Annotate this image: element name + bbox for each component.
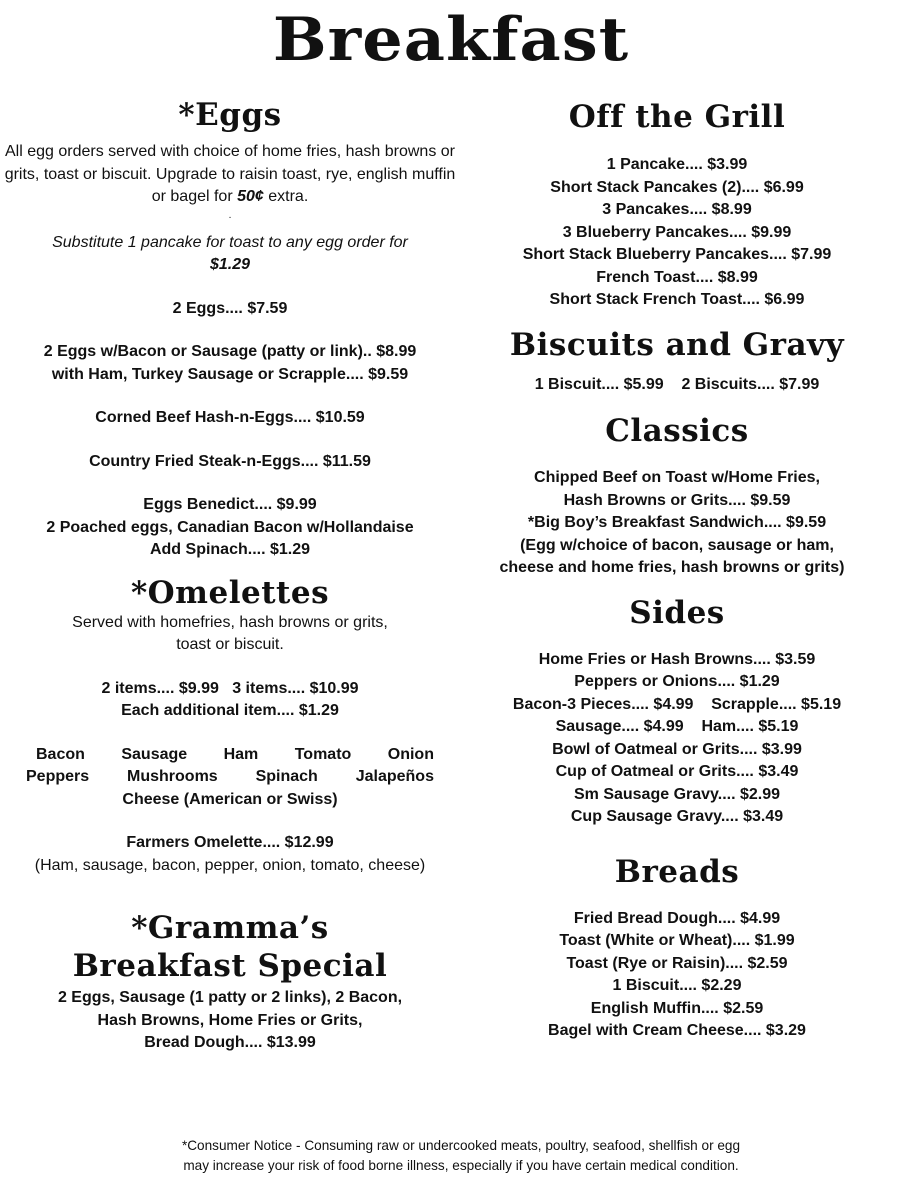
right-column — [455, 98, 899, 1043]
breads-heading: Breads — [614, 853, 740, 890]
omelettes-heading: *Omelettes — [130, 574, 330, 611]
consumer-notice — [0, 1136, 902, 1176]
breads-item: Toast (Rye or Raisin).... $2.59 — [566, 954, 788, 972]
eggs-benedict: Eggs Benedict.... $9.99 — [143, 496, 317, 513]
biscuits-line: 1 Biscuit.... $5.99 2 Biscuits.... $7.99 — [534, 375, 820, 393]
grill-item: Short Stack Pancakes (2).... $6.99 — [550, 178, 804, 196]
classics-item: (Egg w/choice of bacon, sausage or ham, — [520, 536, 834, 554]
eggs-country-fried: Country Fried Steak-n-Eggs.... $11.59 — [89, 452, 371, 470]
sides-item: Peppers or Onions.... $1.29 — [574, 673, 780, 690]
omelettes-fillings-row-1: Bacon Sausage Ham Tomato Onion — [36, 745, 434, 763]
classics-item: cheese and home fries, hash browns or grits) — [499, 559, 845, 576]
sides-item: Sausage.... $4.99 Ham.... $5.19 — [555, 718, 799, 735]
gramma-line-1: 2 Eggs, Sausage (1 patty or 2 links), 2 Bacon, — [57, 989, 403, 1006]
gramma-line-3: Bread Dough.... $13.99 — [144, 1034, 316, 1051]
omelettes-items-price: 2 items.... $9.99 3 items.... $10.99 — [101, 679, 359, 697]
eggs-upgrade-price: 50¢ — [237, 188, 264, 205]
sides-item: Home Fries or Hash Browns.... $3.59 — [538, 650, 816, 668]
eggs-benedict-spinach: Add Spinach.... $1.29 — [149, 541, 311, 558]
grill-heading: Off the Grill — [568, 99, 786, 135]
page-title: Breakfast — [272, 5, 630, 75]
omelettes-cheese: Cheese (American or Swiss) — [122, 790, 338, 808]
sides-list — [455, 649, 899, 829]
breads-list — [455, 908, 899, 1043]
breads-item: Bagel with Cream Cheese.... $3.29 — [548, 1022, 806, 1039]
breads-item: 1 Biscuit.... $2.29 — [612, 977, 742, 994]
omelettes-farmers: Farmers Omelette.... $12.99 — [126, 834, 334, 851]
gramma-heading-1: *Gramma’s — [131, 910, 329, 946]
grill-item: 3 Blueberry Pancakes.... $9.99 — [562, 223, 792, 241]
left-column — [4, 96, 456, 1055]
omelettes-additional: Each additional item.... $1.29 — [121, 702, 339, 719]
grill-list — [455, 154, 899, 312]
eggs-dot: . — [228, 209, 232, 221]
sides-heading: Sides — [629, 594, 725, 631]
omelettes-served-1: Served with homefries, hash browns or grits, — [72, 613, 388, 631]
grill-item: Short Stack Blueberry Pancakes.... $7.99 — [522, 246, 832, 263]
sides-item: Bacon-3 Pieces.... $4.99 Scrapple.... $5.19 — [512, 695, 842, 713]
classics-item: Hash Browns or Grits.... $9.59 — [563, 491, 791, 509]
eggs-heading: *Eggs — [178, 97, 282, 133]
consumer-notice-line-2: may increase your risk of food borne illness, especially if you have certain medical condition. — [183, 1158, 739, 1173]
biscuits-heading: Biscuits and Gravy — [509, 326, 845, 363]
breads-item: Toast (White or Wheat).... $1.99 — [559, 932, 795, 949]
classics-item: *Big Boy’s Breakfast Sandwich.... $9.59 — [527, 514, 827, 531]
eggs-intro: All egg orders served with choice of home fries, hash browns or grits, toast or biscuit. Upgrade to raisin toast, rye, english muffin or bagel for 50¢ extra. — [4, 143, 456, 205]
omelettes-farmers-desc: (Ham, sausage, bacon, pepper, onion, tomato, cheese) — [34, 856, 426, 874]
eggs-two-eggs: 2 Eggs.... $7.59 — [172, 299, 288, 317]
sides-item: Bowl of Oatmeal or Grits.... $3.99 — [552, 740, 802, 758]
gramma-line-2: Hash Browns, Home Fries or Grits, — [97, 1011, 363, 1029]
omelettes-fillings-row-2: Peppers Mushrooms Spinach Jalapeños — [26, 768, 434, 785]
eggs-substitute: Substitute 1 pancake for toast to any egg order for — [52, 233, 408, 251]
grill-item: French Toast.... $8.99 — [596, 268, 758, 286]
sides-item: Cup Sausage Gravy.... $3.49 — [570, 808, 784, 825]
grill-item: 3 Pancakes.... $8.99 — [602, 201, 752, 218]
eggs-ham-turkey: with Ham, Turkey Sausage or Scrapple.... $9.59 — [51, 365, 409, 383]
sides-item: Cup of Oatmeal or Grits.... $3.49 — [555, 763, 799, 780]
omelettes-served-2: toast or biscuit. — [176, 636, 284, 653]
breads-item: Fried Bread Dough.... $4.99 — [573, 909, 781, 927]
eggs-bacon-sausage: 2 Eggs w/Bacon or Sausage (patty or link).. $8.99 — [43, 343, 417, 360]
eggs-corned-beef: Corned Beef Hash-n-Eggs.... $10.59 — [95, 409, 365, 426]
eggs-substitute-price: $1.29 — [209, 256, 251, 273]
gramma-heading-2: Breakfast Special — [72, 948, 388, 984]
eggs-benedict-desc: 2 Poached eggs, Canadian Bacon w/Hollandaise — [46, 518, 414, 536]
consumer-notice-line-1: *Consumer Notice - Consuming raw or undercooked meats, poultry, seafood, shellfish or egg — [181, 1138, 741, 1153]
classics-heading: Classics — [605, 413, 749, 449]
sides-item: Sm Sausage Gravy.... $2.99 — [573, 785, 781, 803]
breads-item: English Muffin.... $2.59 — [590, 999, 764, 1017]
classics-item: Chipped Beef on Toast w/Home Fries, — [534, 469, 820, 486]
classics-list — [455, 467, 899, 580]
grill-item: Short Stack French Toast.... $6.99 — [549, 291, 805, 308]
grill-item: 1 Pancake.... $3.99 — [606, 156, 748, 173]
